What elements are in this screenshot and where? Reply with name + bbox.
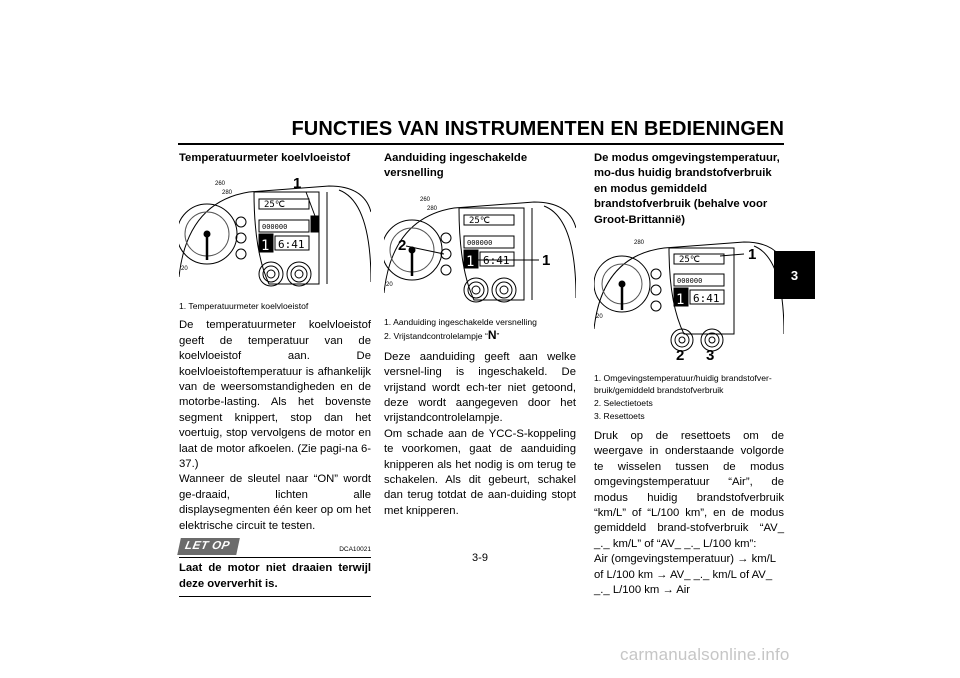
section-heading: Aanduiding ingeschakelde versnelling: [384, 152, 528, 180]
figure-captions: [179, 300, 371, 312]
body-paragraph-1: Deze aanduiding geeft aan welke versnel-ling is ingeschakeld. De vrijstand wordt ech-ter niet getoond, deze wordt aangegeven door het vrijstandcontrolelampje.: [384, 350, 576, 425]
caption-1: 1. Omgevingstemperatuur/huidig brandstofver-bruik/gemiddeld brandstofverbruik: [594, 373, 772, 396]
speedo-mark-260: 260: [215, 181, 226, 188]
body-paragraph-2: Air (omgevingstemperatuur) → km/L of L/100 km → AV_ _._ km/L of AV_ _._ L/100 km → Air: [594, 553, 776, 597]
temp-readout: 25℃: [469, 215, 490, 226]
clock-readout: 6:41: [278, 238, 305, 252]
callout-1: 1: [748, 246, 757, 264]
instrument-cluster-illustration: [384, 188, 576, 316]
odometer-readout: 000000: [467, 238, 493, 247]
clock-readout: 6:41: [483, 253, 510, 267]
page-number: 3-9: [472, 552, 488, 564]
caution-block: [179, 538, 371, 597]
caption-2: [384, 329, 576, 342]
speedo-mark-280: 280: [222, 190, 233, 197]
speedo-mark-20: 20: [596, 314, 603, 321]
caption-1: 1. Temperatuurmeter koelvloeistof: [179, 301, 309, 312]
caution-label: LET OP: [177, 538, 239, 555]
clock-readout: 6:41: [693, 292, 720, 306]
header-rule: [178, 143, 784, 145]
temp-readout: 25℃: [679, 255, 700, 266]
odometer-readout: 000000: [677, 277, 703, 286]
body-paragraph-2: Wanneer de sleutel naar “ON” wordt ge-draaid, lichten alle displaysegmenten één keer op om het elektrische circuit te testen.: [179, 473, 371, 532]
column-gear-indicator: [384, 151, 576, 519]
neutral-indicator-icon: N: [487, 327, 497, 342]
speedo-mark-260: 260: [420, 196, 431, 203]
body-paragraph-2: Om schade aan de YCC-S-koppeling te voorkomen, gaat de aanduiding knipperen als het nodig is om terug te schakelen. Als dit gebeurt, schakel dan terug totdat de aan-duiding stopt met knipperen.: [384, 427, 576, 517]
instrument-figure: [179, 172, 371, 300]
callout-3: 3: [706, 347, 715, 365]
speedo-mark-20: 20: [386, 281, 393, 288]
gear-readout: 1: [676, 292, 685, 309]
caption-3: 3. Resettoets: [594, 411, 645, 422]
figure-captions: [594, 372, 784, 422]
instrument-cluster-illustration: [594, 234, 784, 356]
column-coolant-temperature: [179, 151, 371, 597]
caption-1: 1. Aanduiding ingeschakelde versnelling: [384, 316, 537, 327]
instrument-figure: [594, 234, 784, 356]
figure-captions: [384, 316, 576, 342]
caution-bottom-rule: [179, 596, 371, 597]
gear-readout: 1: [261, 238, 270, 255]
body-paragraph-1: De temperatuurmeter koelvloeistof geeft de temperatuur van de koelvloeistof aan. De koelvloeistoftemperatuur is afhankelijk van de weersomstandigheden en de motorbe-lasting. Als het bovenste segment knippert, stop dan het voertuig, stop vervolgens de motor en laat de motor afkoelen. (Zie pagi-na 6-37.): [179, 319, 371, 471]
chapter-tab: 3: [774, 251, 815, 299]
instrument-cluster-illustration: [179, 172, 371, 300]
body-paragraph-1: Druk op de resettoets om de weergave in onderstaande volgorde te wisselen tussen de modus omgevingstemperatuur “Air”, de modus huidig brandstofverbruik “km/L” of “L/100 km”, en de modus gemiddeld brand-stofverbruik “AV_ _._ km/L” of “AV_ _._ L/100 km”:: [594, 430, 784, 550]
speedo-mark-20: 20: [181, 266, 188, 273]
speedo-mark-280: 280: [634, 240, 645, 247]
caption-2-text: 2. Vrijstandcontrolelampje “: [384, 330, 488, 341]
caption-2: 2. Selectietoets: [594, 398, 653, 409]
section-heading: Temperatuurmeter koelvloeistof: [179, 152, 351, 164]
watermark: carmanualsonline.info: [620, 645, 790, 664]
callout-1: 1: [542, 251, 551, 269]
caption-2-close: ”: [496, 330, 500, 341]
page-header-title: FUNCTIES VAN INSTRUMENTEN EN BEDIENINGEN: [291, 118, 784, 140]
callout-1: 1: [293, 175, 302, 193]
speedo-mark-280: 280: [427, 205, 438, 212]
temp-readout: 25℃: [264, 200, 285, 211]
odometer-readout: 000000: [262, 223, 288, 232]
section-heading: De modus omgevingstemperatuur, mo-dus huidig brandstofverbruik en modus gemiddeld brandstofverbruik (behalve voor Groot-Brittannië): [594, 152, 780, 226]
instrument-figure: [384, 188, 576, 316]
callout-2: 2: [398, 236, 407, 254]
column-display-modes: [594, 151, 784, 599]
callout-2: 2: [676, 347, 685, 365]
caution-text: Laat de motor niet draaien terwijl deze oververhit is.: [179, 562, 371, 590]
gear-readout: 1: [466, 253, 475, 270]
callout-row: [594, 347, 784, 366]
caution-code: DCA10021: [339, 546, 371, 554]
